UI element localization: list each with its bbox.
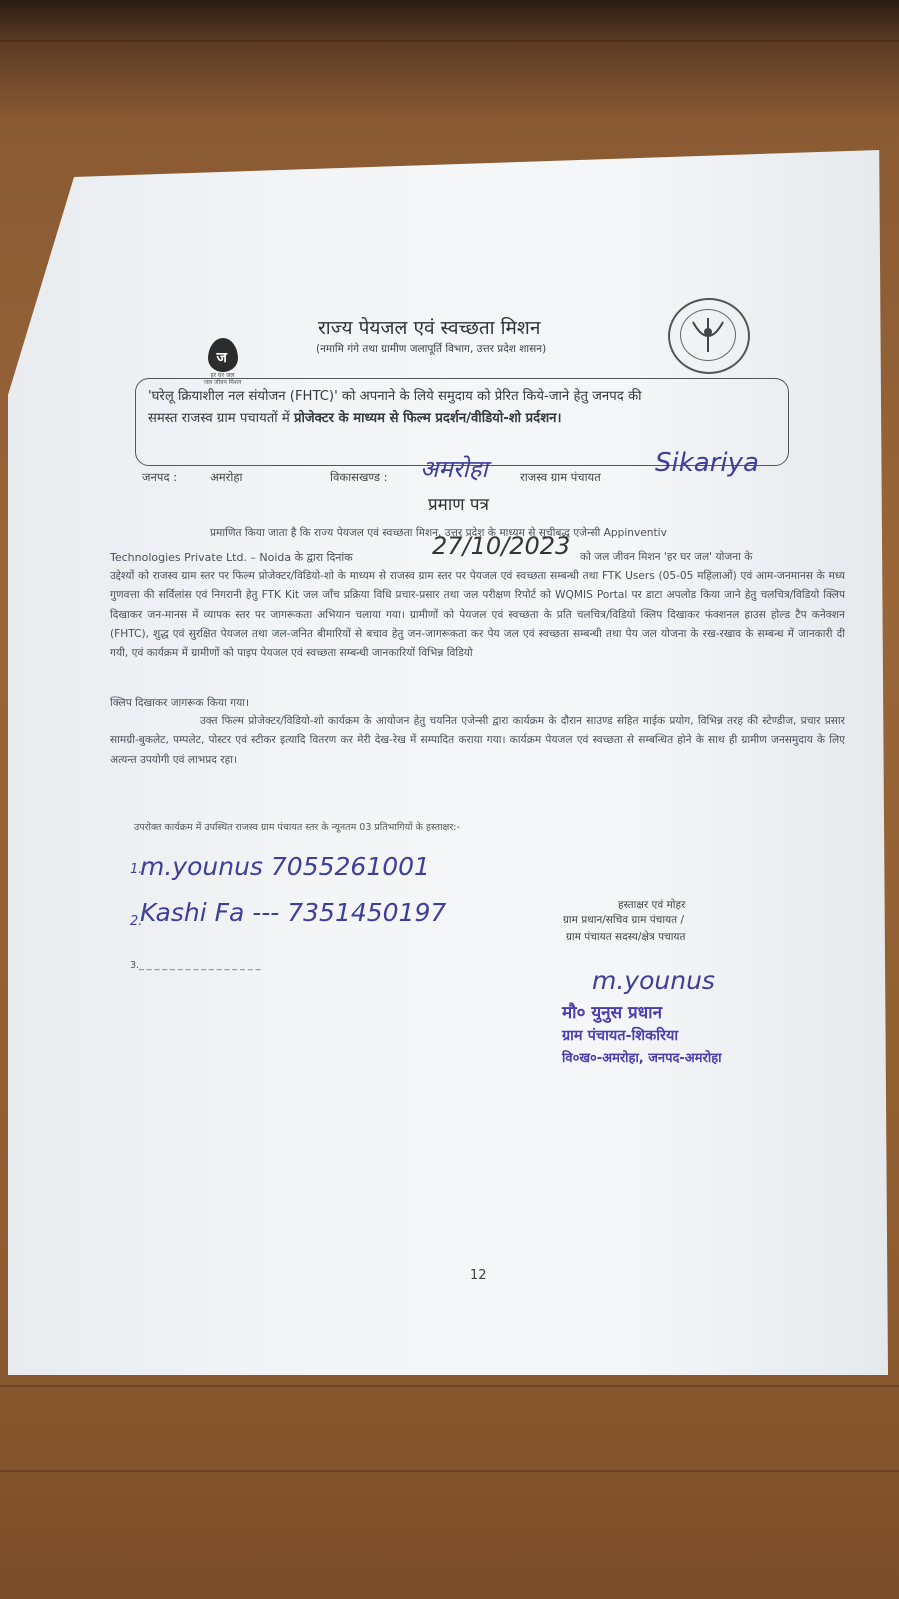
participant-1: m.younus 7055261001 xyxy=(140,852,430,881)
wood-grain xyxy=(0,1385,899,1387)
event-date: 27/10/2023 xyxy=(432,532,571,560)
block-label: विकासखण्ड : xyxy=(330,470,388,484)
subject-line-2-bold: प्रोजेक्टर के माध्यम से फिल्म प्रदर्शन/वीडियो-शो प्रर्दशन। xyxy=(293,411,562,426)
district-value: अमरोहा xyxy=(210,470,243,484)
water-drop-icon: ज xyxy=(208,338,238,372)
wood-grain xyxy=(0,1470,899,1472)
subject-line-1: 'घरेलू क्रियाशील नल संयोजन (FHTC)' को अपनाने के लिये समुदाय को प्रेरित किये-जाने हेतु जनपद की xyxy=(148,389,642,404)
signatory-role-2: ग्राम पंचायत सदस्य/क्षेत्र पचायत xyxy=(566,931,686,943)
body-line-2b: को जल जीवन मिशन 'हर घर जल' योजना के xyxy=(580,551,753,563)
page-number: 12 xyxy=(470,1268,487,1283)
subject-line-2 xyxy=(148,408,778,430)
subject-line-2-plain: समस्त राजस्व ग्राम पचायतों में xyxy=(148,411,294,426)
participant-2-number: 2. xyxy=(130,914,143,929)
wood-grain xyxy=(0,40,899,42)
panchayat-value: Sikariya xyxy=(655,448,759,478)
block-value: अमरोहा xyxy=(420,455,488,483)
participant-2: Kashi Fa --- 7351450197 xyxy=(140,898,447,927)
participant-3: 3._ _ _ _ _ _ _ _ _ _ _ _ _ _ _ _ xyxy=(130,960,261,971)
participants-intro: उपरोक्त कार्यक्रम में उपस्थित राजस्व ग्राम पंचायत स्तर के न्यूनतम 03 प्रतिभागियों के हस्ताक्षर:- xyxy=(134,822,460,833)
org-subtitle: (नमामि गंगे तथा ग्रामीण जलापूर्ति विभाग, उत्तर प्रदेश शासन) xyxy=(316,343,547,355)
stamp-line-3: वि०ख०-अमरोहा, जनपद-अमरोहा xyxy=(562,1051,722,1066)
stamp-line-1: मौ० युनुस प्रधान xyxy=(562,1003,662,1023)
signature-seal-label: हस्ताक्षर एवं मोहर xyxy=(618,899,686,911)
panchayat-label: राजस्व ग्राम पंचायत xyxy=(520,470,601,484)
body-paragraph-1: उद्देश्यों को राजस्व ग्राम स्तर पर फिल्म प्रोजेक्टर/विडियो-शो के माध्यम से राजस्व ग्राम स्तर पर पेयजल एवं स्वच्छता सम्बन्धी तथा FTK Users (05-05 महिलाओं) एवं आम-जनमानस के मध्य गुणवत्ता की सर्विलांस एवं निगरानी हेतु FTK Kit जल जाँच प्रक्रिया विधि प्रचार-प्रसार तथा जल परीक्षण रिपोर्ट को WQMIS Portal पर डाटा अपलोड किया जाने हेतु चलचित्र/विडियो क्लिप दिखाकर जन-मानस में व्यापक स्तर पर जागरूकता अभियान चलाया गया। ग्रामीणों को पेयजल एवं स्वच्छता के प्रति चलचित्र/विडियो क्लिप दिखाकर फंक्शनल हाउस होल्ड टैप कनेक्शन (FHTC), शुद्ध एवं सुरक्षित पेयजल तथा जल-जनित बीमारियों से बचाव हेतु जन-जागरूकता कर पेय जल एवं स्वच्छता सम्बन्धी तथा पेय जल योजना के रख-रखाव के सम्बन्ध में जानकारी दी गयी, एवं कार्यक्रम में ग्रामीणों को पाइप पेयजल एवं स्वच्छता सम्बन्धी जानकारियों विभिन्न विडियो xyxy=(110,570,845,660)
org-title: राज्य पेयजल एवं स्वच्छता मिशन xyxy=(318,317,541,339)
body-line-last: क्लिप दिखाकर जागरूक किया गया। xyxy=(110,697,250,709)
stamp-line-2: ग्राम पंचायत-शिकरिया xyxy=(562,1028,679,1044)
signatory-signature: m.younus xyxy=(592,966,715,995)
participant-1-number: 1. xyxy=(130,862,143,877)
body-paragraph-2: उक्त फिल्म प्रोजेक्टर/विडियो-शो कार्यक्रम के आयोजन हेतु चयनित एजेन्सी द्वारा कार्यक्रम के दौरान साउण्ड सहित माईक प्रयोग, विभिन्न तरह की स्टेण्डीज, प्रचार प्रसार सामग्री-बुकलेट, पम्पलेट, पोस्टर एवं स्टीकर इत्यादि वितरण कर मेरी देख-रेख में सम्पादित कराया गया। कार्यक्रम पेयजल एवं स्वच्छता से सम्बन्धित होने के साथ ही ग्रामीण जनसमुदाय के लिए अत्यन्त उपयोगी एवं लाभप्रद रहा। xyxy=(110,715,845,766)
emblem-inner-ring xyxy=(680,309,736,361)
up-state-emblem-icon xyxy=(668,298,750,374)
signatory-role-1: ग्राम प्रधान/सचिव ग्राम पंचायत / xyxy=(563,914,684,926)
body-line-2: Technologies Private Ltd. – Noida के द्वारा दिनांक xyxy=(110,551,353,564)
subject-text xyxy=(148,386,778,430)
emblem-bow-icon xyxy=(681,310,735,360)
body-line-1: प्रमाणित किया जाता है कि राज्य पेयजल एवं स्वच्छता मिशन, उत्तर प्रदेश के माध्यम से सूचीबद्ध एजेन्सी Appinventiv xyxy=(210,527,667,539)
logo-caption: हर घर जल जल जीवन मिशन xyxy=(203,372,242,386)
district-label: जनपद : xyxy=(142,470,178,484)
certificate-heading: प्रमाण पत्र xyxy=(428,495,489,515)
